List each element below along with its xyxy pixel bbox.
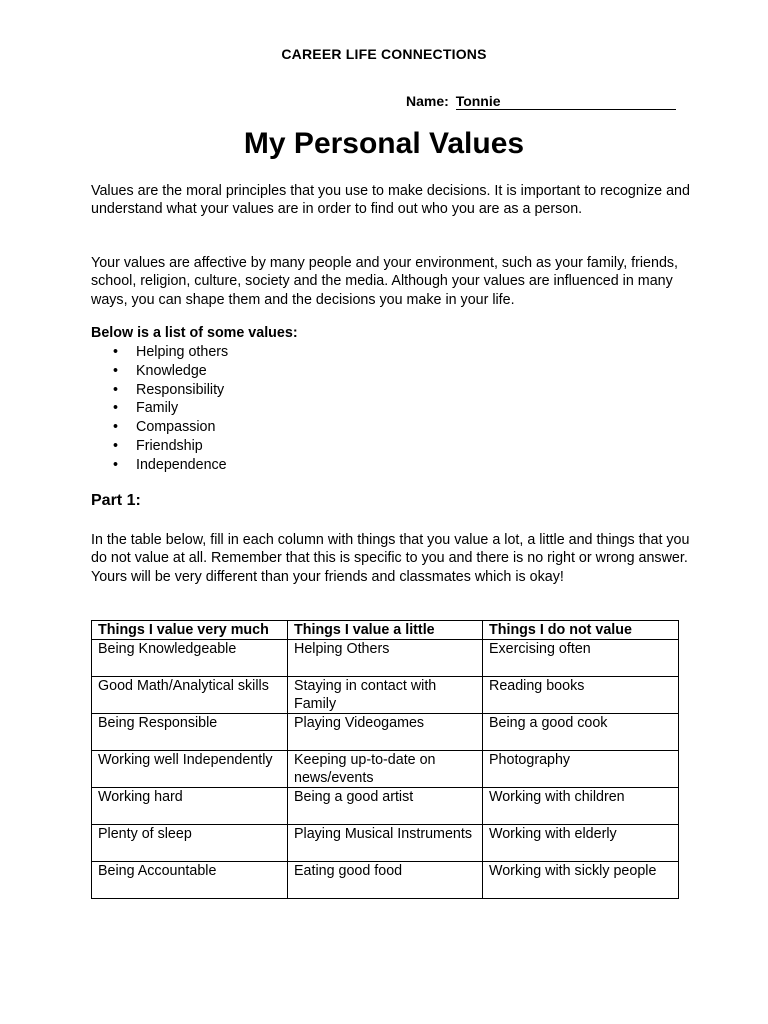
list-item: • Responsibility — [113, 381, 225, 398]
table-cell: Working with sickly people — [483, 862, 679, 899]
name-line — [406, 93, 676, 110]
bullet-icon: • — [113, 400, 119, 417]
table-cell: Good Math/Analytical skills — [92, 677, 288, 714]
name-label: Name: — [406, 93, 449, 109]
table-row — [92, 788, 679, 825]
table-cell: Plenty of sleep — [92, 825, 288, 862]
table-row — [92, 751, 679, 788]
table-cell: Being Accountable — [92, 862, 288, 899]
list-item: • Compassion — [113, 419, 216, 436]
values-table — [91, 620, 679, 899]
table-cell: Being Knowledgeable — [92, 640, 288, 677]
bullet-icon: • — [113, 344, 119, 360]
table-cell: Playing Videogames — [288, 714, 483, 751]
list-item: • Friendship — [113, 437, 203, 454]
list-item: • Knowledge — [113, 362, 207, 379]
table-cell: Being a good artist — [288, 788, 483, 825]
table-cell: Working with children — [483, 788, 679, 825]
table-cell: Playing Musical Instruments — [288, 825, 483, 862]
table-header-row — [92, 621, 679, 640]
bullet-icon: • — [113, 456, 119, 473]
table-cell: Working well Independently — [92, 751, 288, 788]
bullet-icon: • — [113, 381, 119, 398]
values-list-heading: Below is a list of some values: — [91, 325, 298, 341]
part1-instructions: In the table below, fill in each column with things that you value a lot, a little and things that you do not value at all. Remember that this is specific to you and there is no right or wrong answer. Yours will be very different than your friends and classmates which is okay! — [91, 532, 690, 585]
table-cell: Working hard — [92, 788, 288, 825]
page-title: My Personal Values — [243, 127, 525, 160]
table-cell: Working with elderly — [483, 825, 679, 862]
name-value: Tonnie — [456, 94, 676, 110]
table-cell: Keeping up-to-date on news/events — [288, 751, 483, 788]
table-cell: Exercising often — [483, 640, 679, 677]
table-row — [92, 714, 679, 751]
table-cell: Eating good food — [288, 862, 483, 899]
course-title: CAREER LIFE CONNECTIONS — [281, 46, 487, 62]
intro-paragraph: Values are the moral principles that you use to make decisions. It is important to recognize and understand what your values are in order to find out who you are as a person. — [91, 183, 690, 218]
list-item: • Family — [113, 400, 179, 417]
bullet-icon: • — [113, 437, 119, 454]
table-row — [92, 862, 679, 899]
bullet-icon: • — [113, 362, 119, 379]
table-cell: Staying in contact with Family — [288, 677, 483, 714]
list-item: • Helping others — [113, 344, 229, 360]
influence-paragraph: Your values are affective by many people and your environment, such as your family, friends, school, religion, culture, society and the media. Although your values are influenced in many ways, you can shape them and the decisions you make in your life. — [91, 255, 679, 308]
table-cell: Being a good cook — [483, 714, 679, 751]
table-row — [92, 825, 679, 862]
column-header: Things I value very much — [92, 621, 288, 640]
table-cell: Reading books — [483, 677, 679, 714]
column-header: Things I value a little — [288, 621, 483, 640]
table-cell: Helping Others — [288, 640, 483, 677]
part1-heading: Part 1: — [91, 492, 141, 509]
table-cell: Being Responsible — [92, 714, 288, 751]
table-cell: Photography — [483, 751, 679, 788]
bullet-icon: • — [113, 419, 119, 436]
values-list — [91, 343, 228, 475]
table-row — [92, 677, 679, 714]
list-item: • Independence — [113, 456, 227, 473]
table-row — [92, 640, 679, 677]
column-header: Things I do not value — [483, 621, 679, 640]
